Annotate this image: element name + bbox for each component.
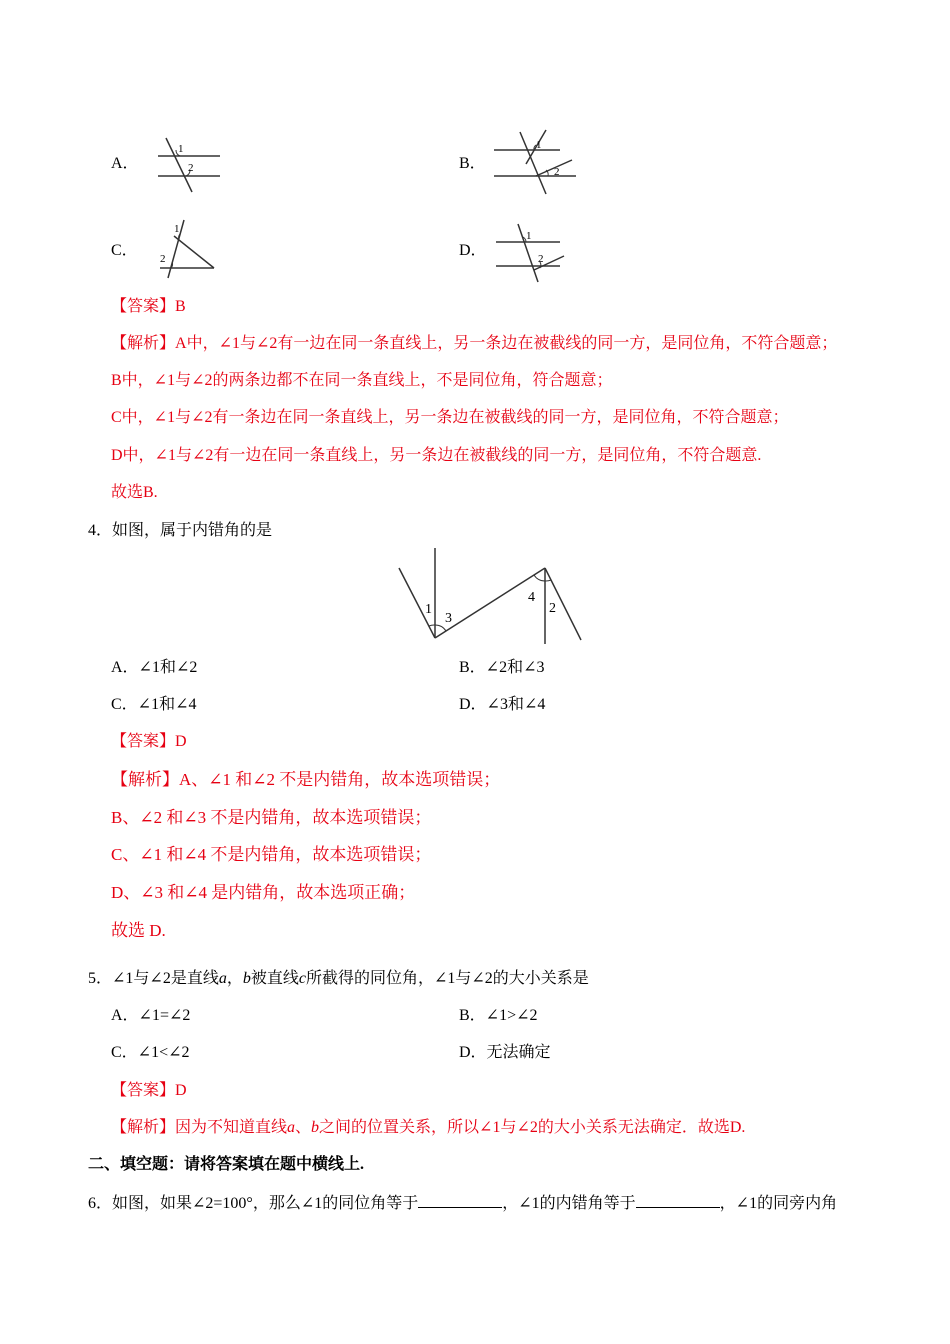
q5-stem: 5．∠1与∠2是直线a，b被直线c所截得的同位角，∠1与∠2的大小关系是 <box>88 970 589 987</box>
option-c-label: C． <box>111 242 138 259</box>
q4-analysis-line: 【解析】A、∠1 和∠2 不是内错角，故本选项错误； <box>111 770 501 789</box>
q6-stem: 6．如图，如果∠2=100°，那么∠1的同位角等于 ，∠1的内错角等于 ，∠1的同旁内角 <box>88 1192 837 1214</box>
figure-b-angle-1: 1 <box>536 139 542 151</box>
q4-analysis-line: C、∠1 和∠4 不是内错角，故本选项错误； <box>111 845 432 864</box>
q3-analysis-line: 故选B. <box>111 484 158 501</box>
q4-option-b: B．∠2和∠3 <box>459 659 545 676</box>
q5-option-b: B．∠1>∠2 <box>459 1007 538 1024</box>
q4-option-d: D．∠3和∠4 <box>459 696 546 713</box>
option-d-label: D． <box>459 242 487 259</box>
q3-analysis-line: D中，∠1与∠2有一边在同一条直线上，另一条边在被截线的同一方，是同位角，不符合题意. <box>111 447 762 464</box>
q3-answer: 【答案】B <box>111 298 186 315</box>
q4-analysis-line: B、∠2 和∠3 不是内错角，故本选项错误； <box>111 808 432 827</box>
figure-option-b <box>490 128 580 203</box>
q4-figure <box>395 546 590 651</box>
q4-answer: 【答案】D <box>111 733 187 750</box>
q3-analysis-line: C中，∠1与∠2有一条边在同一条直线上，另一条边在被截线的同一方，是同位角，不符合题意； <box>111 409 789 426</box>
q6-blank[interactable] <box>418 1192 502 1208</box>
q4-figure-angle-1: 1 <box>425 602 432 617</box>
section-heading: 二、填空题：请将答案填在题中横线上. <box>88 1156 365 1173</box>
q4-figure-angle-4: 4 <box>528 590 535 605</box>
figure-option-c <box>146 218 221 285</box>
q5-option-d: D．无法确定 <box>459 1044 551 1061</box>
figure-c-angle-1: 1 <box>174 223 180 235</box>
q4-analysis-line: 故选 D. <box>111 921 166 940</box>
q3-analysis-line: B中，∠1与∠2的两条边都不在同一条直线上，不是同位角，符合题意； <box>111 372 613 389</box>
q5-option-a: A．∠1=∠2 <box>111 1007 191 1024</box>
option-b-label: B． <box>459 155 486 172</box>
q4-option-a: A．∠1和∠2 <box>111 659 198 676</box>
option-a-label: A． <box>111 155 139 172</box>
q5-option-c: C．∠1<∠2 <box>111 1044 190 1061</box>
figure-a-angle-1: 1 <box>178 143 184 155</box>
figure-a-angle-2: 2 <box>188 162 194 174</box>
q4-option-c: C．∠1和∠4 <box>111 696 197 713</box>
q4-analysis-line: D、∠3 和∠4 是内错角，故本选项正确； <box>111 883 416 902</box>
q5-answer: 【答案】D <box>111 1082 187 1099</box>
figure-d-angle-2: 2 <box>538 253 544 265</box>
figure-option-d <box>490 220 570 289</box>
q6-blank[interactable] <box>636 1192 720 1208</box>
figure-c-angle-2: 2 <box>160 253 166 265</box>
q5-analysis: 【解析】因为不知道直线a、b之间的位置关系，所以∠1与∠2的大小关系无法确定．故选D. <box>111 1119 746 1136</box>
figure-d-angle-1: 1 <box>526 230 532 242</box>
figure-b-angle-2: 2 <box>554 166 560 178</box>
q4-figure-angle-3: 3 <box>445 611 452 626</box>
figure-option-a <box>154 134 224 199</box>
q4-stem: 4．如图，属于内错角的是 <box>88 522 273 539</box>
q4-figure-angle-2: 2 <box>549 601 556 616</box>
q3-analysis-line: 【解析】A中，∠1与∠2有一边在同一条直线上，另一条边在被截线的同一方，是同位角，不符合题意； <box>111 335 838 352</box>
